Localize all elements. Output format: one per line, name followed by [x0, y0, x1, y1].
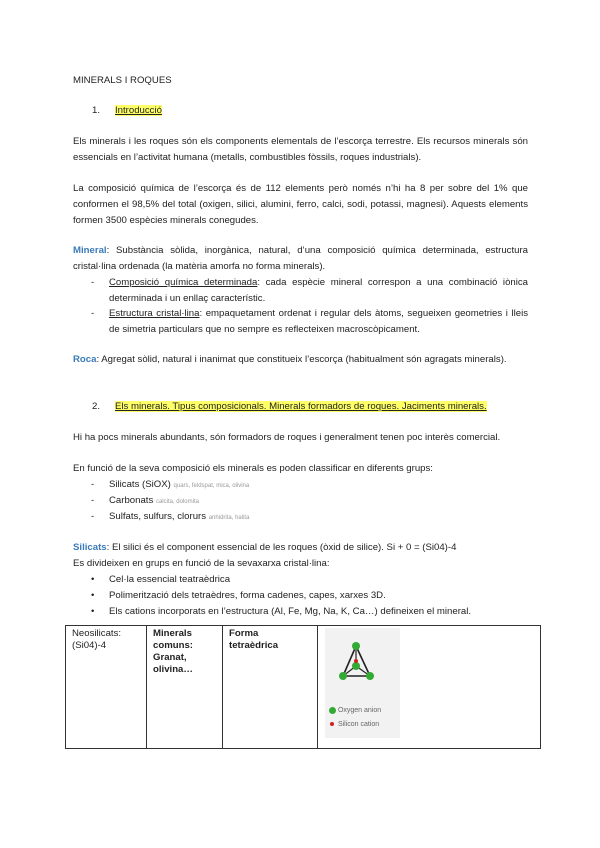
- bullet-dot: •: [91, 590, 95, 601]
- dash-bullet: -: [91, 479, 95, 490]
- legend-oxygen: [329, 706, 381, 716]
- mineral-bullet-1: [109, 275, 528, 307]
- paragraph-intro: Els minerals i les roques són els components elementals de l’escorça terrestre. Els recursos minerals són essencials en l’activitat humana (metalls, combustibles fòssils, roques industrials).: [73, 136, 528, 163]
- group-item: [109, 509, 249, 526]
- section-2-title: Els minerals. Tipus composicionals. Minerals formadors de roques. Jaciments minerals.: [115, 401, 487, 412]
- silicats-bullet: Els cations incorporats en l’estructura (Al, Fe, Mg, Na, K, Ca…) defineixen el mineral.: [109, 606, 472, 617]
- dash-bullet: -: [91, 277, 95, 288]
- shape-line: Forma: [229, 628, 259, 639]
- group-examples: quars, feldspat, mica, olivina: [173, 483, 250, 489]
- paragraph-composition: La composició química de l’escorça és de 112 elements però només n’hi ha 8 per sobre del 1% que conformen el 98,5% del total (oxigen, silici, alumini, ferro, calci, sodi, potassi, magnesi). Aquests elements formen 3500 espècies minerals conegudes.: [73, 183, 528, 226]
- roca-definition-text: : Agregat sòlid, natural i inanimat que constitueix l’escorça (habitualment són agragats minerals).: [96, 354, 507, 365]
- legend-silicon-label: Silicon cation: [337, 721, 380, 728]
- page-title: MINERALS I ROQUES: [73, 75, 172, 86]
- oxygen-dot-icon: [329, 707, 336, 714]
- silicats-bullet: Polimerització dels tetraèdres, forma cadenes, capes, xarxes 3D.: [109, 590, 386, 601]
- roca-term: Roca: [73, 354, 97, 365]
- minerals-line: Minerals: [153, 628, 192, 639]
- group-name: Silicats (SiOX): [109, 479, 171, 490]
- group-name: Carbonats: [109, 495, 154, 506]
- mineral-term: Mineral: [73, 245, 107, 256]
- silicats-definition: [73, 540, 456, 556]
- table-cell-minerals: [147, 626, 223, 749]
- section-1-number: 1.: [92, 105, 101, 116]
- tetrahedron-icon: [325, 628, 400, 698]
- tetrahedron-figure: [325, 628, 400, 738]
- paragraph-groups-intro: En funció de la seva composició els minerals es poden classificar en diferents grups:: [73, 463, 433, 474]
- section-2-number: 2.: [92, 401, 101, 412]
- minerals-line: comuns:: [153, 640, 193, 651]
- dash-bullet: -: [91, 495, 95, 506]
- legend-silicon: [329, 720, 379, 730]
- bullet-dot: •: [91, 574, 95, 585]
- shape-line: tetraèdrica: [229, 640, 279, 651]
- silicats-groups-line: Es divideixen en grups en funció de la sevaxarxa cristal·lina:: [73, 558, 330, 569]
- mineral-bullet-1-text: : cada espècie mineral correspon a una combinació iònica determinada i un enllaç característic.: [109, 277, 529, 304]
- mineral-definition: [73, 243, 528, 275]
- group-examples: anhidrita, halita: [208, 515, 250, 521]
- group-item: [109, 493, 199, 510]
- mineral-bullet-2-label: Estructura cristal·lina: [109, 308, 200, 319]
- silicats-term: Silicats: [73, 542, 107, 553]
- table-cell-diagram: [318, 626, 541, 749]
- table-cell-group: [66, 626, 147, 749]
- silicon-dot-icon: [330, 722, 334, 726]
- group-item: [109, 477, 249, 494]
- dash-bullet: -: [91, 511, 95, 522]
- bullet-dot: •: [91, 606, 95, 617]
- mineral-bullet-1-label: Composició química determinada: [109, 277, 258, 288]
- minerals-line: olivina…: [153, 664, 193, 675]
- table-row: [66, 626, 541, 749]
- neosilicats-label: Neosilicats:: [72, 628, 122, 639]
- legend-oxygen-label: Oxygen anion: [337, 707, 382, 714]
- dash-bullet: -: [91, 308, 95, 319]
- section-1-title: Introducció: [115, 105, 162, 116]
- mineral-bullet-2: [109, 306, 528, 338]
- section-1-heading: [92, 103, 162, 119]
- silicats-bullet: Cel·la essencial teatraèdrica: [109, 574, 231, 585]
- minerals-line: Granat,: [153, 652, 187, 663]
- group-name: Sulfats, sulfurs, clorurs: [109, 511, 207, 522]
- section-2-heading: [92, 399, 487, 415]
- silicate-table: [65, 625, 541, 749]
- mineral-definition-text: : Substància sòlida, inorgànica, natural, d’una composició química determinada, estructura cristal·lina ordenada (la matèria amorfa no forma minerals).: [73, 245, 528, 272]
- neosilicats-formula: (Si04)-4: [72, 640, 107, 651]
- paragraph-abundance: Hi ha pocs minerals abundants, són formadors de roques i generalment tenen poc interès comercial.: [73, 432, 501, 443]
- mineral-bullet-2-text: : empaquetament ordenat i regular dels àtoms, segueixen geometries i lleis de simetria particulars que no sempre es reflecteixen macroscòpicament.: [109, 308, 528, 335]
- roca-definition: [73, 352, 528, 368]
- group-examples: calcita, dolomita: [155, 499, 199, 505]
- table-cell-shape: [223, 626, 318, 749]
- silicats-definition-text: : El silici és el component essencial de les roques (òxid de silice). Si + 0 = (Si04)-4: [106, 542, 457, 553]
